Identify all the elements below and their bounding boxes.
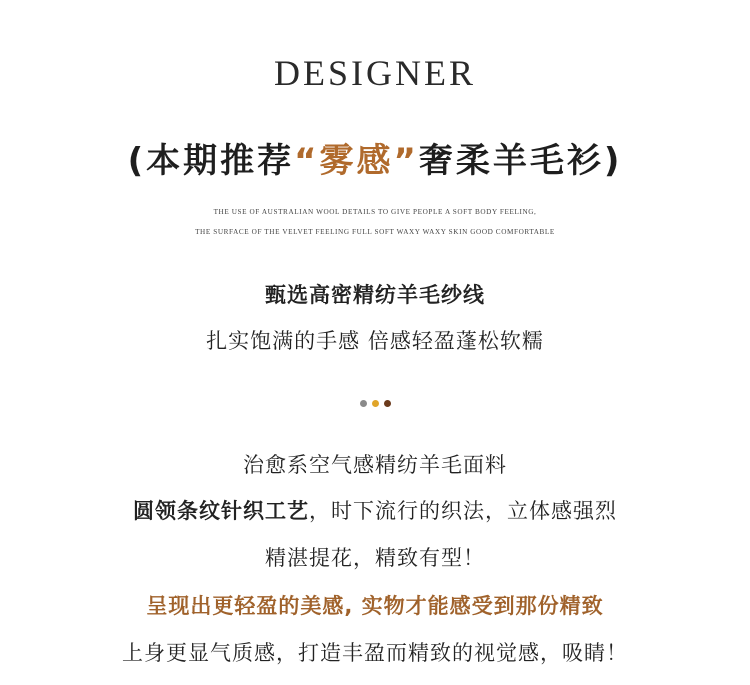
yarn-feature-title: 甄选高密精纺羊毛纱线 [265,283,485,307]
headline-highlight: “雾感” [294,141,419,181]
product-headline [0,133,750,182]
headline-prefix: (本期推荐 [127,141,295,181]
designer-heading: DESIGNER [274,53,476,93]
craft-feature-rest: ，时下流行的织法，立体感强烈 [309,499,617,523]
english-subtitle-line-2: THE SURFACE OF THE VELVET FEELING FULL SOFT WAXY WAXY SKIN GOOD COMFORTABLE [195,228,555,236]
headline-suffix: 奢柔羊毛衫) [418,141,623,181]
craft-feature-line [0,495,750,525]
decorative-dots [0,400,750,407]
dot-gold [372,400,379,407]
yarn-feature-description: 扎实饱满的手感 倍感轻盈蓬松软糯 [206,329,544,353]
fabric-feature-line: 治愈系空气感精纺羊毛面料 [243,453,507,477]
jacquard-feature-line: 精湛提花，精致有型！ [265,546,485,570]
dot-brown [384,400,391,407]
craft-feature-bold: 圆领条纹针织工艺 [133,499,309,523]
highlight-feature-line: 呈现出更轻盈的美感, 实物才能感受到那份精致 [146,594,604,618]
dot-gray [360,400,367,407]
english-subtitle-line-1: THE USE OF AUSTRALIAN WOOL DETAILS TO GIVE PEOPLE A SOFT BODY FEELING, [213,208,537,216]
wearing-effect-line: 上身更显气质感，打造丰盈而精致的视觉感，吸睛！ [122,641,628,665]
